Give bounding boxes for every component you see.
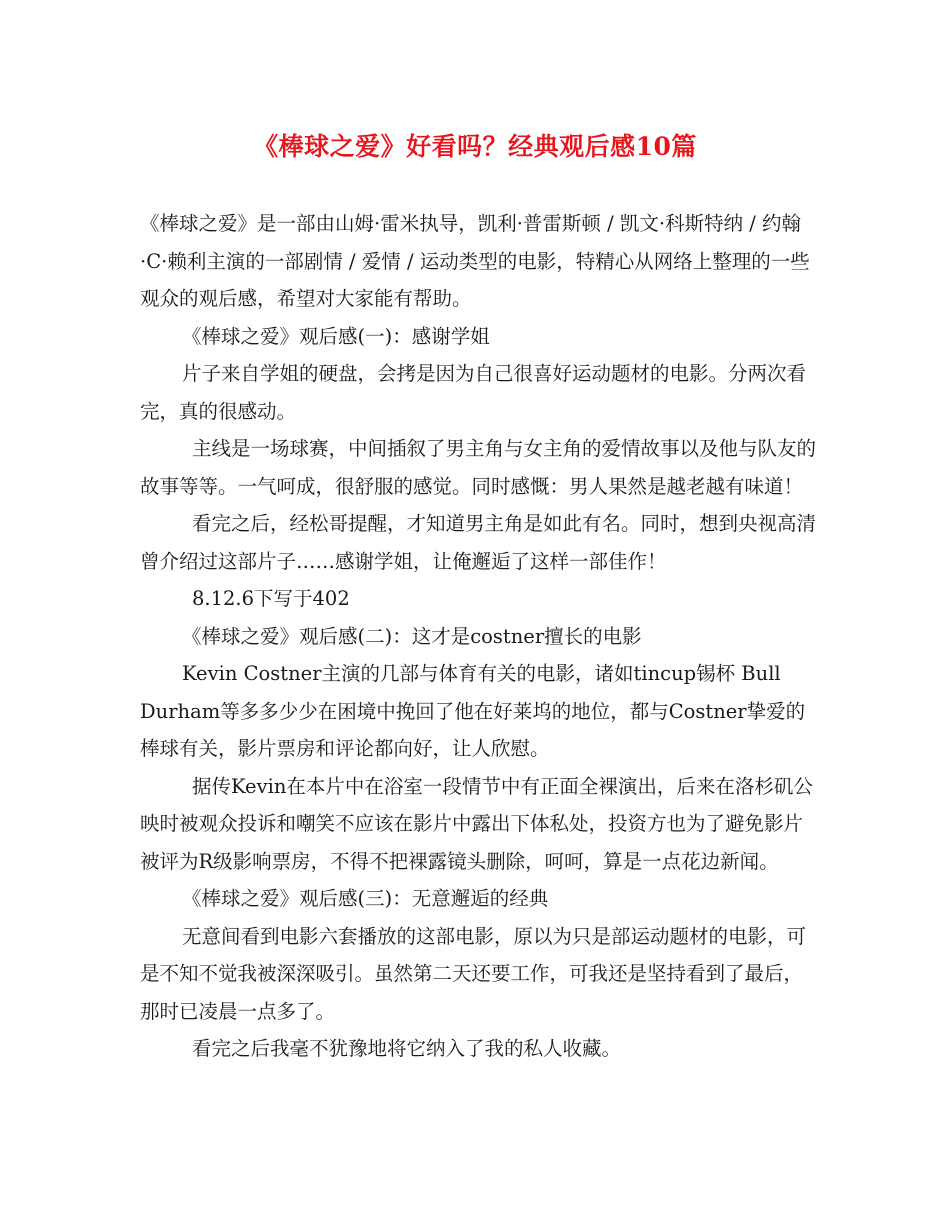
- document-body: [140, 205, 820, 1068]
- body-paragraph: 看完之后我毫不犹豫地将它纳入了我的私人收藏。: [192, 1037, 622, 1060]
- document-title: 《棒球之爱》好看吗？经典观后感10篇: [253, 132, 697, 161]
- section-heading-1: 《棒球之爱》观后感(一)：感谢学姐: [182, 324, 490, 348]
- section-heading-3: 《棒球之爱》观后感(三)：无意邂逅的经典: [182, 887, 549, 910]
- section-heading-2: 《棒球之爱》观后感(二)：这才是costner擅长的电影: [182, 624, 642, 648]
- intro-paragraph: 《棒球之爱》是一部由山姆·雷米执导，凯利·普雷斯顿 / 凯文·科斯特纳 / 约翰·C·赖利主演的一部剧情 / 爱情 / 运动类型的电影，特精心从网络上整理的一些观众的观后感，希望对大家能有帮助。: [140, 212, 810, 310]
- body-paragraph: 无意间看到电影六套播放的这部电影，原以为只是部运动题材的电影，可是不知不觉我被深深吸引。虽然第二天还要工作，可我还是坚持看到了最后，那时已凌晨一点多了。: [140, 924, 807, 1023]
- date-note: 8.12.6下写于402: [192, 587, 350, 610]
- body-paragraph: 看完之后，经松哥提醒，才知道男主角是如此有名。同时，想到央视高清曾介绍过这部片子……感谢学姐，让俺邂逅了这样一部佳作！: [140, 512, 817, 573]
- body-paragraph: 片子来自学姐的硬盘，会拷是因为自己很喜好运动题材的电影。分两次看完，真的很感动。: [140, 362, 807, 423]
- body-paragraph: 据传Kevin在本片中在浴室一段情节中有正面全裸演出，后来在洛杉矶公映时被观众投诉和嘲笑不应该在影片中露出下体私处，投资方也为了避免影片被评为R级影响票房，不得不把裸露镜头删除，呵呵，算是一点花边新闻。: [140, 774, 813, 873]
- body-paragraph: 主线是一场球赛，中间插叙了男主角与女主角的爱情故事以及他与队友的故事等等。一气呵成，很舒服的感觉。同时感慨：男人果然是越老越有味道！: [140, 437, 817, 498]
- body-paragraph: Kevin Costner主演的几部与体育有关的电影，诸如tincup锡杯 Bull Durham等多多少少在困境中挽回了他在好莱坞的地位，都与Costner挚爱的棒球有关，影片票房和评论都向好，让人欣慰。: [140, 662, 806, 760]
